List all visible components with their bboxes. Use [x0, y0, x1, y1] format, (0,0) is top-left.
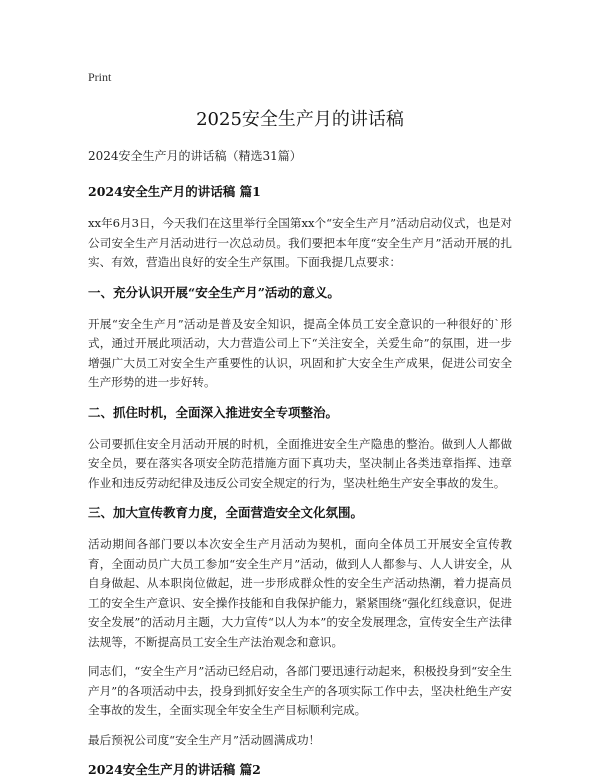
paragraph-point2: 公司要抓住安全月活动开展的时机，全面推进安全生产隐患的整治。做到人人都做安全员，要在落实各项安全防范措施方面下真功夫，坚决制止各类违章指挥、违章作业和违反劳动纪律及违反公司安全规定的行为，坚决杜绝生产安全事故的发生。 [88, 436, 512, 490]
print-link[interactable]: Print [88, 70, 112, 84]
section-heading-point1: 一、充分认识开展“安全生产月”活动的意义。 [88, 284, 340, 300]
paragraph-wishes: 最后预祝公司度“安全生产月”活动圆满成功！ [88, 732, 321, 747]
paragraph-intro: xx年6月3日，今天我们在这里举行全国第xx个“安全生产月”活动启动仪式，也是对公司安全生产月活动进行一次总动员。我们要把本年度“安全生产月”活动开展的扎实、有效，营造出良好的安全生产氛围。下面我提几点要求： [88, 216, 512, 269]
section-heading-point2: 二、抓住时机，全面深入推进安全专项整治。 [88, 404, 339, 420]
document-title: 2025安全生产月的讲话稿 [196, 109, 404, 130]
paragraph-closing: 同志们，“安全生产月”活动已经启动，各部门要迅速行动起来，积极投身到“安全生产月”的各项活动中去，投身到抓好安全生产的各项实际工作中去，坚决杜绝生产安全事故的发生，全面实现全年安全生产目标顺利完成。 [88, 664, 512, 717]
document-subtitle: 2024安全生产月的讲话稿（精选31篇） [88, 149, 302, 163]
paragraph-point3: 活动期间各部门要以本次安全生产月活动为契机，面向全体员工开展安全宣传教育，全面动员广大员工参加“安全生产月”活动，做到人人都参与、人人讲安全，从自身做起、从本职岗位做起，进一步形成群众性的安全生产活动热潮，着力提高员工的安全生产意识、安全操作技能和自我保护能力，紧紧围绕“强化红线意识，促进安全发展”的活动月主题，大力宣传“以人为本”的安全发展理念，宣传安全生产法律法规等，不断提高员工安全生产法治观念和意识。 [88, 537, 512, 649]
section-heading-point3: 三、加大宣传教育力度，全面营造安全文化氛围。 [88, 505, 364, 520]
section-heading-part1: 2024安全生产月的讲话稿 篇1 [88, 184, 261, 199]
section-heading-part2: 2024安全生产月的讲话稿 篇2 [88, 762, 261, 777]
paragraph-point1: 开展“安全生产月”活动是普及安全知识，提高全体员工安全意识的一种很好的`形式，通过开展此项活动，大力营造公司上下“关注安全，关爱生命”的氛围，进一步增强广大员工对安全生产重要性的认识，巩固和扩大安全生产成果，促进公司安全生产形势的进一步好转。 [88, 316, 512, 389]
